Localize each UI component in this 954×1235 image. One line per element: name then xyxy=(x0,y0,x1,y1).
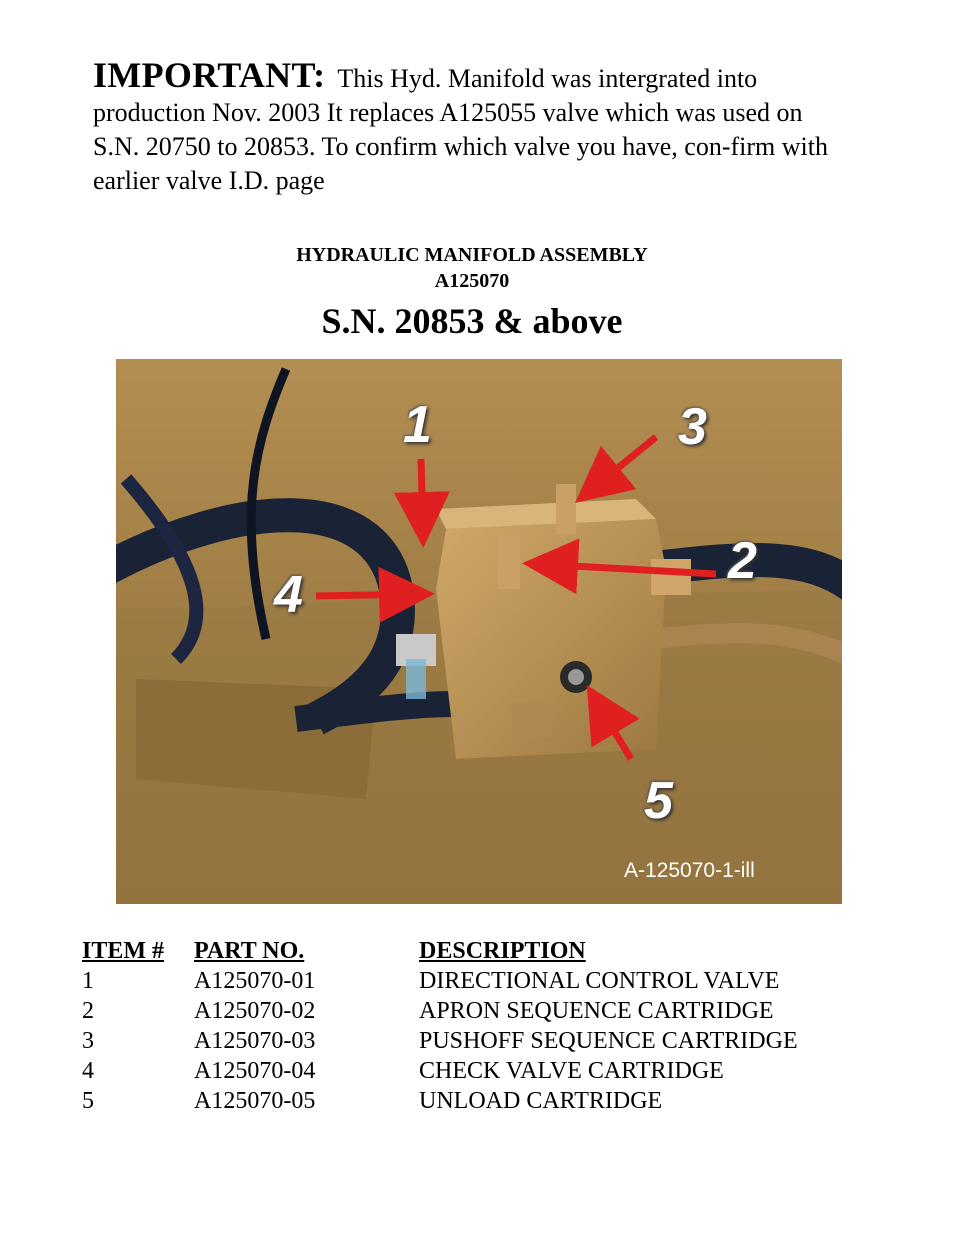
parts-table xyxy=(82,936,842,1116)
part-number: A125070-02 xyxy=(194,998,316,1024)
part-number: A125070-05 xyxy=(194,1088,316,1114)
callout-1: 1 xyxy=(403,396,432,454)
important-notice xyxy=(93,55,853,198)
item-number: 4 xyxy=(82,1058,94,1084)
assembly-part-number: A125070 xyxy=(434,270,510,292)
table-row xyxy=(82,1086,842,1116)
important-keyword: IMPORTANT: xyxy=(93,55,326,95)
part-description: UNLOAD CARTRIDGE xyxy=(419,1088,663,1114)
item-number: 3 xyxy=(82,1028,94,1054)
table-row xyxy=(82,1056,842,1086)
part-number: A125070-04 xyxy=(194,1058,316,1084)
part-description: CHECK VALVE CARTRIDGE xyxy=(419,1058,724,1084)
table-row xyxy=(82,966,842,996)
header-item: ITEM # xyxy=(82,938,165,964)
serial-range-title: S.N. 20853 & above xyxy=(321,301,623,341)
table-row xyxy=(82,996,842,1026)
part-number: A125070-03 xyxy=(194,1028,316,1054)
photo-caption: A-125070-1-ill xyxy=(624,859,755,882)
part-number: A125070-01 xyxy=(194,968,316,994)
item-number: 5 xyxy=(82,1088,94,1114)
header-part-no: PART NO. xyxy=(194,938,305,964)
table-row xyxy=(82,1026,842,1056)
manifold-photo xyxy=(116,359,842,904)
callout-5: 5 xyxy=(644,772,673,830)
item-number: 2 xyxy=(82,998,94,1024)
parts-table-header xyxy=(82,936,842,966)
callout-4: 4 xyxy=(274,566,303,624)
part-description: DIRECTIONAL CONTROL VALVE xyxy=(419,968,780,994)
callout-3: 3 xyxy=(678,398,707,456)
part-description: APRON SEQUENCE CARTRIDGE xyxy=(419,998,774,1024)
manifold-illustration xyxy=(116,359,842,904)
callout-2: 2 xyxy=(728,532,757,590)
header-description: DESCRIPTION xyxy=(419,938,586,964)
part-description: PUSHOFF SEQUENCE CARTRIDGE xyxy=(419,1028,798,1054)
item-number: 1 xyxy=(82,968,94,994)
important-text: This Hyd. Manifold was intergrated into production Nov. 2003 It replaces A125055 valve which was used on S.N. 20750 to 20853. To confirm which valve you have, con-firm with earlier valve I.D. page xyxy=(93,64,828,195)
assembly-title: HYDRAULIC MANIFOLD ASSEMBLY xyxy=(296,244,648,266)
